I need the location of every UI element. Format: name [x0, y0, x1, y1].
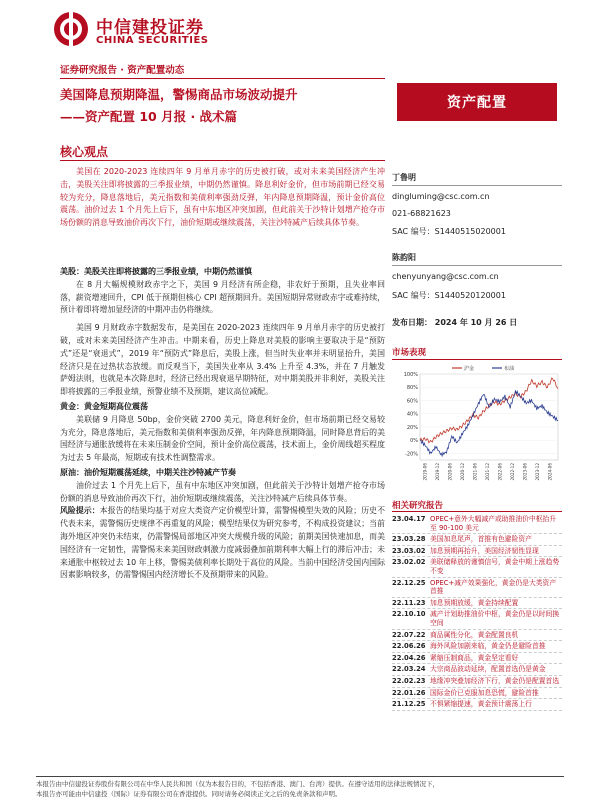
related-report-item[interactable]	[392, 641, 562, 653]
related-report-date: 21.12.25	[392, 700, 426, 709]
logo-cn-text: 中信建投证券	[96, 18, 204, 38]
footer-line-2: 本报告亦可能由中信建投（国际）证券有限公司在香港提供。同时请务必阅读正文之后的免责条款和声明。	[36, 790, 342, 798]
related-report-date: 22.03.24	[392, 665, 426, 674]
related-report-item[interactable]	[392, 514, 562, 534]
related-report-item[interactable]	[392, 664, 562, 676]
section-heading-gold: 黄金：黄金短期高位震荡	[60, 401, 148, 411]
market-chart	[392, 362, 562, 492]
related-report-title[interactable]: 国际金价已克服加息恐慌，避险首推	[430, 688, 539, 697]
related-report-item[interactable]	[392, 676, 562, 688]
chart-y-tick-label: 20%	[406, 424, 418, 431]
analyst-1-phone: 021-68821623	[392, 209, 451, 218]
analyst-1-name: 丁鲁明	[392, 173, 416, 182]
chart-legend-label: 布油	[504, 366, 515, 372]
related-report-item[interactable]	[392, 534, 562, 546]
related-report-date: 22.04.26	[392, 653, 426, 662]
company-logo	[52, 10, 252, 50]
related-report-item[interactable]	[392, 546, 562, 558]
analyst-1-sac: SAC 编号：S1440515020001	[392, 227, 506, 236]
related-report-date: 23.03.28	[392, 535, 426, 544]
related-report-date: 23.02.02	[392, 558, 426, 567]
related-report-item[interactable]	[392, 653, 562, 665]
related-report-title[interactable]: 加息预期再抬升，美国经济韧性显现	[430, 546, 539, 555]
related-report-title[interactable]: 紧缩压制商品，黄金坚定看好	[430, 653, 519, 662]
related-report-title[interactable]: OPEC+减产效果强化，黄金仍是大类资产首推	[430, 578, 557, 596]
divider	[392, 359, 562, 360]
chart-x-tick-label: 2019-06	[422, 463, 428, 481]
related-report-item[interactable]	[392, 578, 562, 598]
related-report-title[interactable]: 美联储释放的谨慎信号，黄金中期上涨趋势不变	[430, 558, 560, 575]
logo-en-text: CHINA SECURITIES	[96, 35, 209, 46]
analyst-2-email[interactable]: chenyunyang@csc.com.cn	[392, 272, 499, 281]
related-report-date: 22.10.10	[392, 610, 426, 619]
chart-x-tick-label: 2021-12	[485, 463, 490, 481]
related-report-title[interactable]: 加息预期放缓，黄金持续配置	[430, 598, 519, 607]
related-report-date: 22.12.25	[392, 578, 426, 587]
related-report-title[interactable]: 减产计划助推油价中枢，黄金仍是以时间换空间	[430, 610, 560, 627]
core-heading: 核心观点	[60, 145, 109, 159]
analyst-1-email[interactable]: dingluming@csc.com.cn	[392, 192, 490, 201]
related-report-item[interactable]	[392, 699, 562, 711]
core-summary: 美国在 2020-2023 连续四年 9 月单月赤字的历史被打破，或对未来美国经济产生冲击，美股关注即将披露的三季报业绩，中期仍然谨慎。降息利好金价，但市场前期已经交易较为充分，降息落地后，美元指数和美债利率强劲反弹，年内降息预期降温，预计金价高位震荡。油价过去 1 个月先上后下，虽有中东地区冲突加剧，但此前关于沙特计划增产抢夺市场份额的消息导致油价再次下行，油价短期或继续震荡，关注沙特减产后续具体节奏。	[60, 167, 385, 228]
analyst-2-name: 陈韵阳	[392, 253, 416, 262]
chart-x-tick-label: 2023-12	[535, 463, 541, 481]
risk-label: 风险提示：	[60, 506, 100, 516]
footer-disclaimer	[36, 779, 564, 799]
title-line-2: ——资产配置 10 月报 · 战术篇	[60, 109, 238, 124]
chart-y-tick-label: 100%	[403, 372, 418, 378]
related-report-title[interactable]: 商品属性分化，黄金配置良机	[430, 630, 519, 639]
publish-date: 发布日期： 2024 年 10 月 26 日	[392, 318, 518, 327]
chart-y-tick-label: -20%	[405, 451, 418, 458]
related-report-item[interactable]	[392, 598, 562, 610]
equity-paragraph-2: 美国 9 月财政赤字数据发布，是美国在 2020-2023 连续四年 9 月单月赤字的历史被打破，或对未来美国经济产生冲击。中期来看，历史上降息对美股的影响主要取决于是“预防式”还是“衰退式”，2019 年“预防式”降息后，美股上涨，但当时失业率并未明显抬升，美国经济只是在过热状态放缓。而反观当下，美国失业率从 3.4% 上升至 4.3%，并在 7 月触发萨姆法则，也就是本次降息时，经济已经出现衰退早期特征，对中期美股并非利好，美股关注即将披露的三季报业绩，预警业绩不及预期，建议高位减配。	[60, 323, 385, 397]
body-column	[60, 266, 385, 582]
chart-x-tick-label: 2023-06	[522, 463, 528, 481]
related-reports-list	[392, 514, 562, 711]
related-report-title[interactable]: 不惧紧缩提速，黄金预计震荡上行	[430, 700, 532, 709]
divider	[392, 265, 562, 266]
related-report-date: 22.06.26	[392, 642, 426, 651]
logo-mark-icon	[52, 10, 90, 48]
related-report-title[interactable]: 大宗商品波动延续，配置首选仍是黄金	[430, 665, 546, 674]
analyst-2-sac: SAC 编号：S1440520120001	[392, 291, 506, 300]
related-reports-title: 相关研究报告	[392, 501, 444, 511]
chart-x-tick-label: 2024-06	[547, 463, 553, 481]
chart-x-tick-label: 2021-06	[472, 463, 478, 481]
footer-line-1: 本报告由中信建投证券股份有限公司在中华人民共和国（仅为本报告目的，不包括香港、澳门、台湾）提供。在遵守适用的法律法规情况下，	[36, 780, 439, 788]
related-report-title[interactable]: OPEC+意外大幅减产或助推油价中枢抬升至 90-100 美元	[430, 515, 557, 532]
section-heading-oil: 原油：油价短期震荡延续，中期关注沙特减产节奏	[60, 467, 236, 477]
title-line-1: 美国降息预期降温，警惕商品市场波动提升	[60, 87, 298, 102]
related-report-date: 22.02.23	[392, 676, 426, 685]
related-report-date: 22.11.23	[392, 598, 426, 607]
oil-paragraph: 油价过去 1 个月先上后下，虽有中东地区冲突加剧，但此前关于沙特计划增产抢夺市场份额的消息导致油价再次下行，油价短期或继续震荡，关注沙特减产后续具体节奏。	[60, 480, 385, 503]
related-report-date: 22.07.22	[392, 630, 426, 639]
risk-paragraph	[60, 505, 385, 582]
risk-text: 本报告的结果均基于对应大类资产定价模型计算，需警惕模型失效的风险；历史不代表未来，需警惕历史规律不再重复的风险；模型结果仅为研究参考，不构成投资建议；当前海外地区冲突仍未结束，仍需警惕局部地区冲突大规模升级的风险；前期美国快速加息，而美国经济有一定韧性，需警惕未来美国财政刺激力度减弱叠加前期利率大幅上行的滞后冲击；未来通胀中枢较过去 10 年上移，警惕美债利率长期处于高位的风险。当前中国经济受国内国际因素影响较多，仍需警惕国内经济增长不及预期带来的风险。	[60, 506, 385, 580]
related-report-title[interactable]: 海外风险加剧来临，黄金仍是避险首推	[430, 642, 546, 651]
divider	[60, 160, 385, 161]
divider	[36, 776, 564, 777]
chart-y-tick-label: 60%	[406, 398, 418, 405]
report-type: 证券研究报告 · 资产配置动态	[60, 65, 185, 76]
related-report-date: 23.04.17	[392, 515, 426, 523]
sector-badge: 资产配置	[397, 83, 557, 121]
related-report-title[interactable]: 地缘冲突叠加经济下行，黄金仍是配置首选	[430, 676, 560, 685]
chart-x-tick-label: 2022-06	[497, 463, 503, 481]
related-report-item[interactable]	[392, 688, 562, 700]
chart-y-tick-label: 80%	[406, 385, 418, 392]
equity-paragraph-1: 在 8 月大幅规模财政赤字之下，美国 9 月经济有所企稳，非农好于预期，且失业率回落，薪资增速回升，CPI 低于预期但核心 CPI 超预期回升。美国短期异常财政赤字或难持续，预计着即将增加显经济的中期冲击仍将继续。	[60, 279, 385, 315]
related-report-item[interactable]	[392, 609, 562, 629]
related-report-item[interactable]	[392, 557, 562, 577]
chart-x-tick-label: 2020-06	[447, 463, 453, 481]
section-heading-equity: 美股：美股关注即将披露的三季报业绩，中期仍然谨慎	[60, 267, 252, 276]
chart-y-tick-label: 0%	[410, 438, 418, 445]
divider	[60, 78, 385, 79]
chart-series-line-0	[420, 378, 558, 443]
related-report-date: 23.03.02	[392, 546, 426, 555]
gold-paragraph: 美联储 9 月降息 50bp，金价突破 2700 美元，降息利好金价，但市场前期已经交易较为充分，降息落地后，美元指数和美债利率强劲反弹，年内降息预期降温，同时降息背后的美国经济与通胀放缓将在未来压制金价空间，预计金价高位震荡，技术面上，金价周线超买程度为过去 5 年最高，短期或有技术性调整需求。	[60, 414, 385, 463]
chart-y-tick-label: 40%	[406, 411, 418, 418]
market-chart-title: 市场表现	[392, 348, 427, 358]
divider	[392, 511, 562, 512]
chart-x-tick-label: 2020-12	[459, 463, 465, 481]
chart-legend-label: 沪金	[464, 366, 475, 372]
related-report-title[interactable]: 美国加息尾声，首推有色避险资产	[430, 535, 532, 544]
chart-series-line-1	[420, 390, 558, 456]
divider	[392, 185, 562, 186]
related-report-item[interactable]	[392, 630, 562, 642]
related-report-date: 22.01.26	[392, 688, 426, 697]
chart-x-tick-label: 2019-12	[434, 463, 440, 481]
chart-x-tick-label: 2022-12	[510, 463, 516, 481]
page-title	[60, 84, 390, 128]
